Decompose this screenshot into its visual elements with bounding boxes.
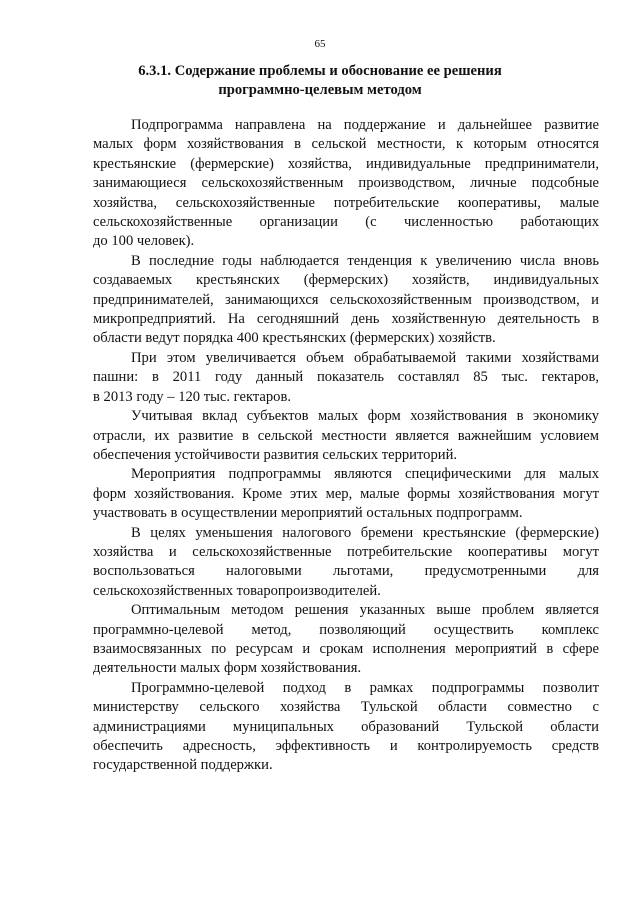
paragraph-line: форм хозяйствования. Кроме этих мер, малые формы хозяйствования могут [93,485,599,502]
paragraph-line: хозяйства и сельскохозяйственные потребительские кооперативы могут [93,543,599,560]
paragraph-line: В целях уменьшения налогового бремени крестьянские (фермерские) [131,524,599,541]
paragraph-line: отрасли, их развитие в сельской местности является важнейшим условием [93,427,599,444]
section-heading-line-1: 6.3.1. Содержание проблемы и обоснование ее решения [138,63,502,79]
paragraph-line: администрациями муниципальных образований Тульской области [93,718,599,735]
paragraph-line: занимающиеся сельскохозяйственным производством, личные подсобные [93,175,599,192]
paragraph-line: сельскохозяйственные организации (с численностью работающих [93,214,599,231]
paragraph-line: малых форм хозяйствования в сельской местности, к которым относятся [93,136,599,153]
paragraph [93,349,599,407]
paragraph-line: воспользоваться налоговыми льготами, предусмотренными для [93,563,599,580]
paragraph-line: В последние годы наблюдается тенденция к увеличению числа вновь [131,252,599,269]
paragraph-line: деятельности малых форм хозяйствования. [93,660,362,677]
paragraph-line: пашни: в 2011 году данный показатель составлял 85 тыс. гектаров, [93,369,599,386]
page-number: 65 [314,38,326,50]
paragraph-line: программно-целевой метод, позволяющий осуществить комплекс [93,621,599,638]
paragraph [93,116,599,252]
paragraph-line: министерству сельского хозяйства Тульской области совместно с [93,699,599,716]
paragraph [93,601,599,679]
paragraph-line: Учитывая вклад субъектов малых форм хозяйствования в экономику [131,408,599,425]
paragraph-line: создаваемых крестьянских (фермерских) хозяйств, индивидуальных [93,272,599,289]
paragraph [93,679,599,776]
paragraph-line: крестьянские (фермерские) хозяйства, индивидуальные предприниматели, [93,155,599,172]
section-heading-line-2: программно-целевым методом [218,82,422,98]
paragraph-line: хозяйства, сельскохозяйственные потребительские кооперативы, малые [93,194,599,211]
paragraph [93,465,599,523]
paragraph-line: в 2013 году – 120 тыс. гектаров. [93,388,292,405]
section-heading [80,62,560,100]
paragraph-line: Мероприятия подпрограммы являются специфическими для малых [131,466,599,483]
paragraph-line: участвовать в осуществлении мероприятий остальных подпрограмм. [93,505,523,522]
paragraph-line: сельскохозяйственных товаропроизводителей. [93,582,381,599]
paragraph-line: Программно-целевой подход в рамках подпрограммы позволит [131,679,599,696]
paragraph [93,524,599,602]
paragraph-line: Подпрограмма направлена на поддержание и дальнейшее развитие [131,117,599,133]
paragraph-line: предпринимателей, занимающихся сельскохозяйственным производством, и [93,291,599,308]
document-body [93,116,599,776]
paragraph-line: до 100 человек). [93,233,195,250]
paragraph-line: Оптимальным методом решения указанных выше проблем является [131,602,599,619]
paragraph [93,407,599,465]
paragraph [93,252,599,349]
paragraph-line: области ведут порядка 400 крестьянских (фермерских) хозяйств. [93,330,496,347]
paragraph-line: обеспечить адресность, эффективность и контролируемость средств [93,738,599,754]
paragraph-line: При этом увеличивается объем обрабатываемой такими хозяйствами [131,349,599,366]
paragraph-line: обеспечения устойчивости развития сельских территорий. [93,446,458,463]
paragraph-line: государственной поддержки. [93,757,273,774]
paragraph-line: взаимосвязанных по ресурсам и срокам исполнения мероприятий в сфере [93,640,599,657]
paragraph-line: микропредприятий. На сегодняшний день хозяйственную деятельность в [93,311,599,328]
